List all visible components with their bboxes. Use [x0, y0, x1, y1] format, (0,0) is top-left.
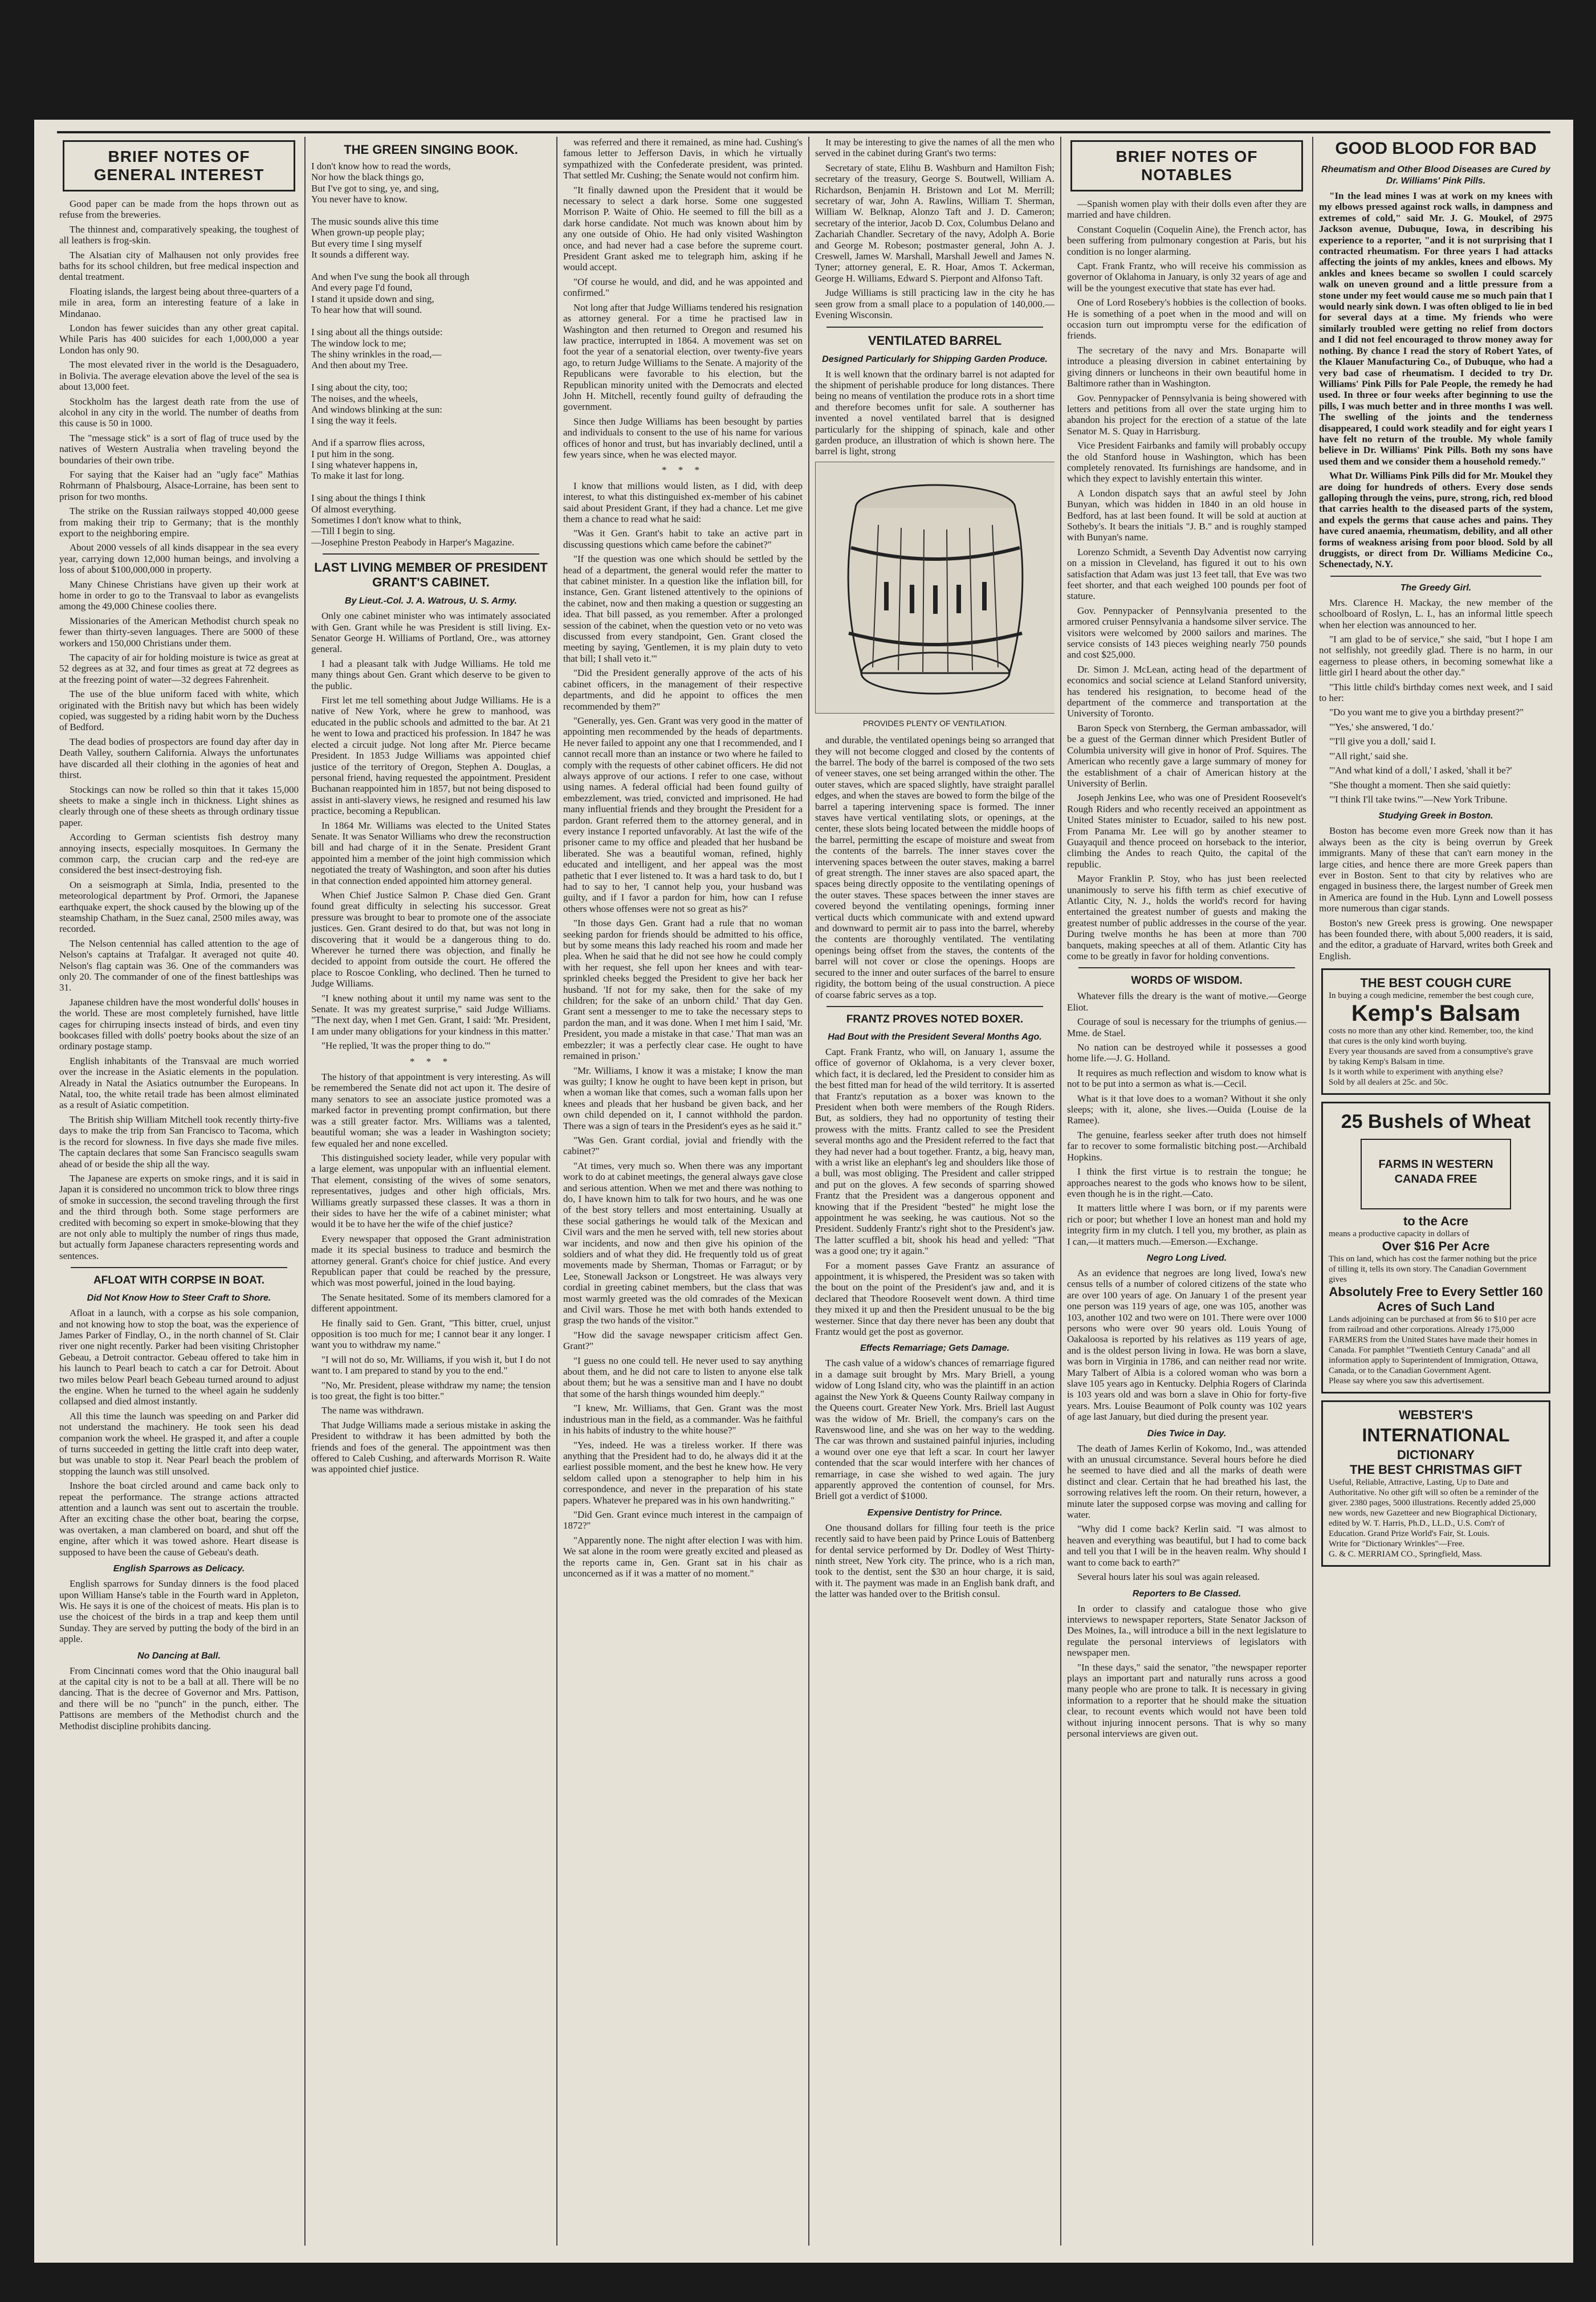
- article-paragraph: As an evidence that negroes are long lived, Iowa's new census tells of a number of colored citizens of the state who are over 100 years of age. On January 1 of the present year one person was 119 years of age, one was 105, another was 103, another 102 and two were on 101. There were over 1000 persons who were over 90 years old. Louis Young of Oakaloosa is reported by his relatives as 119 years of age, and is the oldest person living in Iowa. He was born a slave, was born in Virginia in 1786, and can neither read nor write. Mary Talbert of Albia is a colored woman who was born a slave 105 years ago in Kentucky. Delphia Rogers of Clarinda is 103 years old and was born a slave in Ohio for forty-five years. Mrs. Louise Beaumont of Polk county was 102 years of age last January, but died during the present year.: [1067, 1267, 1306, 1423]
- divider: [1078, 967, 1295, 968]
- headline-sparrows: English Sparrows as Delicacy.: [113, 1564, 245, 1574]
- poem-line: I sing about the city, too;: [311, 382, 408, 393]
- poem-line: Of almost everything.: [311, 503, 396, 515]
- article-paragraph: It matters little where I was born, or if my parents were rich or poor; but whether I love an honest man and hold my integrity firm in my clutch. I tell you, my brother, as plain as I can,—it matters much.—Emerson.—Exchange.: [1067, 1203, 1306, 1247]
- article-paragraph: Many Chinese Christians have given up their work at home in order to go to the Transvaal to labor as evangelists among the 49,000 Chinese coolies there.: [59, 578, 299, 612]
- article-paragraph: The dead bodies of prospectors are found day after day in Death Valley, southern California. Always the unfortunates have discarded all their clothing in the agonies of heat and thirst.: [59, 736, 299, 781]
- poem-line: I sing the way it feels.: [311, 415, 397, 426]
- column-rule: [1060, 137, 1061, 2246]
- ad-webster-title: INTERNATIONAL: [1362, 1425, 1510, 1446]
- article-paragraph: The capacity of air for holding moisture is twice as great at 52 degrees as at 32, and four times as great at 72 degrees as at the freezing point of water—32 degrees Fahrenheit.: [59, 652, 299, 685]
- article-paragraph: "'Yes,' she answered, 'I do.': [1329, 721, 1434, 732]
- headline-wisdom: WORDS OF WISDOM.: [1131, 975, 1243, 987]
- headline-reporters: Reporters to Be Classed.: [1132, 1588, 1241, 1599]
- article-paragraph: was referred and there it remained, as mine had. Cushing's famous letter to Jefferson Davis, in which he virtually sympathized with the Confederate president, was printed. That settled Mr. Cushing; the Senate would not confirm him.: [563, 137, 803, 181]
- article-paragraph: In order to classify and catalogue those who give interviews to newspaper reporters, State Senator Jackson of Des Moines, Ia., will introduce a bill in the next legislature to regulate the personal interviews of legislators with newspaper men.: [1067, 1603, 1306, 1659]
- article-paragraph: The name was withdrawn.: [321, 1405, 424, 1416]
- poem-line: [311, 482, 551, 492]
- article-paragraph: The "message stick" is a sort of flag of truce used by the natives of Western Australia when traveling beyond the boundaries of their own tribe.: [59, 432, 299, 466]
- ad-wheat-text: This on land, which has cost the farmer nothing but the price of tilling it, tells its own story. The Canadian Government gives: [1329, 1254, 1537, 1285]
- article-paragraph: "I guess no one could tell. He never used to say anything about them, and he did not care to listen to anyone else talk about them; but he was a sensitive man and I have no doubt that some of the harsh things wounded him deeply.": [563, 1355, 803, 1399]
- headline-dentistry: Expensive Dentistry for Prince.: [867, 1507, 1003, 1518]
- column-4: [815, 137, 1054, 2246]
- article-paragraph: It requires as much reflection and wisdom to know what is not to be put into a sermon as what is.—Cecil.: [1067, 1067, 1306, 1090]
- poem-line: I put him in the song.: [311, 448, 394, 459]
- poem-line: And every page I'd found,: [311, 282, 413, 294]
- article-paragraph: Good paper can be made from the hops thrown out as refuse from the breweries.: [59, 198, 299, 221]
- top-rule: [57, 131, 1550, 133]
- poem-line: The music sounds alive this time: [311, 216, 439, 227]
- subhead-barrel: Designed Particularly for Shipping Garden Produce.: [822, 354, 1048, 364]
- article-paragraph: The use of the blue uniform faced with white, which originated with the British navy but which has been widely copied, was suggested by a riding habit worn by the Duchess of Bedford.: [59, 688, 299, 733]
- article-paragraph: and durable, the ventilated openings being so arranged that they will not become clogged and closed by the contents of the barrel. The body of the barrel is composed of the two sets of veneer staves, one set being arranged within the other. The outer staves, which are spaced slightly, have straight parallel edges, and when the staves are bowed to form the bilge of the barrel a tapering intervening space is formed. The inner staves have vertical ventilating slots, or openings, at the center, these slots being located between the middle hoops of the barrel, permitting the escape of moisture and sweat from the contents of the barrels. The inner staves cover the intervening spaces between the outer staves, making a barrel of great strength. The inner staves are also spaced apart, the spaces being directly opposite to the ventilating openings of the outer staves. These spaces between the inner staves are covered beyond the ventilating openings, forming inner vertical ducts which communicate with and extend upward and downward to permit air to pass into the barrel, whereby the contents are thoroughly ventilated. The ventilating openings being offset from the staves, the contents of the barrel will not cover or close the openings. Hoops are secured to the inner and outer surfaces of the barrel to ensure rigidity, the bottom being of the usual construction. A piece of coarse fabric serves as a top.: [815, 735, 1054, 1000]
- ad-wheat-free-land: Absolutely Free to Every Settler 160 Acres of Such Land: [1329, 1285, 1543, 1314]
- article-paragraph: "In those days Gen. Grant had a rule that no woman seeking pardon for friends should be admitted to his office, but by some means this lady reached his room and made her plea. When he said that he did not see how he could comply with her request, she fell upon her knees and with tear-sprinkled cheeks begged the President to give her back her husband. 'If not for my sake, then for the sake of my children; for the sake of an unborn child.' That day Gen. Grant sent a messenger to me to take the necessary steps to pardon the man, and it was done. When I met him I said, 'Mr. President, you made a mistake in that case.' That man was an embezzler; it was a perfectly clear case. He ought to have remained in prison.': [563, 918, 803, 1062]
- article-paragraph: The British ship William Mitchell took recently thirty-five days to make the trip from San Francisco to Tacoma, which is the record for slowness. In five days she made five miles. The captain declares that some San Francisco seagulls swam ahead of or beside the ship all the way.: [59, 1114, 299, 1170]
- article-paragraph: "Did the President generally approve of the acts of his cabinet officers, in the management of their respective departments, and did he appoint to offices the men recommended by them?": [563, 667, 803, 712]
- ad-kemps-text: Every year thousands are saved from a consumptive's grave by taking Kemp's Balsam in time.: [1329, 1047, 1533, 1067]
- column-5: [1067, 137, 1306, 2246]
- ad-webster-text: Write for "Dictionary Wrinkles"—Free.: [1329, 1539, 1465, 1549]
- poem-title: THE GREEN SINGING BOOK.: [344, 142, 518, 157]
- headline-barrel: VENTILATED BARREL: [868, 333, 1002, 348]
- article-paragraph: The genuine, fearless seeker after truth does not himself far to recover to some formalistic bitching post.—Archibald Hopkins.: [1067, 1129, 1306, 1163]
- article-paragraph: The death of James Kerlin of Kokomo, Ind., was attended with an unusual circumstance. Several hours before he died he seemed to have died and all the marks of death were distinct and clear. Certain that he had breathed his last, the sorrowing relatives left the room. On their return, however, a minute later the supposed corpse was moving and calling for water.: [1067, 1443, 1306, 1521]
- article-paragraph: No nation can be destroyed while it possesses a good home life.—J. G. Holland.: [1067, 1042, 1306, 1064]
- poem-line: I sing about all the things outside:: [311, 327, 443, 338]
- article-paragraph: "'I'll give you a doll,' said I.: [1329, 736, 1436, 747]
- article-paragraph: Vice President Fairbanks and family will probably occupy the old Stanford house in Washington, which has been completely renovated. Its furnishings are handsome, and in which they expect to lavishly entertain this winter.: [1067, 440, 1306, 484]
- ad-kemps-balsam: [1321, 968, 1550, 1095]
- article-paragraph: "Was Gen. Grant cordial, jovial and friendly with the cabinet?": [563, 1134, 803, 1157]
- article-paragraph: The Senate hesitated. Some of its members clamored for a different appointment.: [311, 1291, 551, 1314]
- article-paragraph: He finally said to Gen. Grant, "This bitter, cruel, unjust opposition is too much for me; I cannot bear it any longer. I want you to withdraw my name.": [311, 1317, 551, 1351]
- article-paragraph: "Did Gen. Grant evince much interest in the campaign of 1872?": [563, 1509, 803, 1531]
- article-paragraph: Boston's new Greek press is growing. One newspaper has been founded there, with about 5,000 readers, it is said, and the editor, a graduate of Harvard, writes both Greek and English.: [1319, 917, 1553, 961]
- article-paragraph: Judge Williams is still practicing law in the city he has seen grow from a small place to a population of 140,000.—Evening Wisconsin.: [815, 287, 1054, 321]
- section-stars: * * *: [662, 465, 704, 476]
- article-paragraph: Stockholm has the largest death rate from the use of alcohol in any city in the world. The number of deaths from this cause is 50 in 1000.: [59, 396, 299, 429]
- article-paragraph: One of Lord Rosebery's hobbies is the collection of books. He is something of a poet when in the mood and will on occasion turn out impromptu verse for the edification of friends.: [1067, 297, 1306, 341]
- divider: [71, 1267, 287, 1268]
- article-paragraph: The Nelson centennial has called attention to the age of Nelson's captains at Trafalgar. It averaged not quite 40. Nelson's flag captain was 36. One of the commanders was only 20. The commander of one of the finest battleships was 31.: [59, 938, 299, 993]
- article-paragraph: "Do you want me to give you a birthday present?": [1329, 707, 1524, 718]
- article-paragraph: This distinguished society leader, while very popular with a large element, was unpopular with an influential element. That element, consisting of the wives of some senators, representatives, judges and other high officials, Mrs. Williams greatly surpassed these classes. It was a thorn in their sides to have her the wife of a cabinet minister; what would it be to have her the wife of the chief justice?: [311, 1152, 551, 1230]
- article-paragraph: "I am glad to be of service," she said, "but I hope I am not selfishly, not greedily glad. There is no harm, in our eagerness to please others, in becoming somewhat like a little girl I heard about the other day.": [1319, 634, 1553, 678]
- column-6: [1319, 137, 1553, 2246]
- divider: [826, 327, 1043, 328]
- article-paragraph: I had a pleasant talk with Judge Williams. He told me many things about Gen. Grant which deserve to be given to the public.: [311, 658, 551, 691]
- poem-line: The window lock to me;: [311, 337, 406, 349]
- byline: By Lieut.-Col. J. A. Watrous, U. S. Army.: [345, 596, 517, 606]
- poem-line: —Josephine Preston Peabody in Harper's Magazine.: [311, 536, 515, 548]
- ad-kemps-headline: THE BEST COUGH CURE: [1360, 976, 1512, 991]
- poem-line: But I've got to sing, ye, and sing,: [311, 182, 439, 194]
- article-paragraph: From Cincinnati comes word that the Ohio inaugural ball at the capital city is not to be a ball at all. There will be no dancing. That is the decree of Governor and Mrs. Pattison, and there will be no "punch" in the punch, either. The Pattisons are members of the Methodist church and the Methodist discipline prohibits dancing.: [59, 1665, 299, 1731]
- illustration-caption: PROVIDES PLENTY OF VENTILATION.: [862, 718, 1007, 728]
- poem-line: [311, 316, 551, 327]
- article-paragraph: "'And what kind of a doll,' I asked, 'shall it be?': [1329, 765, 1512, 776]
- article-paragraph: The secretary of the navy and Mrs. Bonaparte will introduce a pleasing diversion in cabinet entertaining by giving dinners or luncheons in their own beautiful home in Baltimore rather than in Washington.: [1067, 344, 1306, 389]
- poem: [311, 161, 551, 548]
- article-paragraph: Baron Speck von Sternberg, the German ambassador, will be a guest of the German dinner which President Butler of Columbia university will give in honor of Prof. Squires. The American who recently gave a large summary of money for the establishment of a chair of American history at the University of Berlin.: [1067, 722, 1306, 789]
- article-paragraph: Dr. Simon J. McLean, acting head of the department of economics and social science at Leland Stanford university, has tendered his resignation, to become head of the department of the commerce and transportation at the University of Toronto.: [1067, 663, 1306, 719]
- headline-frantz: FRANTZ PROVES NOTED BOXER.: [846, 1013, 1024, 1025]
- article-paragraph: "It finally dawned upon the President that it would be necessary to select a dark horse. Some one suggested Morrison P. Waite of Ohio. He seemed to fill the bill as a dark horse candidate. Not much was known about him by any one outside of Ohio. He had only visited Washington once, and had never had a case before the supreme court. President Grant asked me to telegraph him, asking if he would accept.: [563, 184, 803, 273]
- ad-kemps-text: Is it worth while to experiment with anything else?: [1329, 1068, 1503, 1077]
- divider: [323, 553, 539, 555]
- ad-kemps-text: In buying a cough medicine, remember the best cough cure,: [1329, 991, 1534, 1001]
- headline-grant-cabinet: LAST LIVING MEMBER OF PRESIDENT GRANT'S CABINET.: [314, 560, 548, 590]
- newspaper-page: [34, 120, 1573, 2263]
- article-paragraph: Since then Judge Williams has been besought by parties and individuals to consent to the use of his name for various offices of honor and trust, but has invariably declined, until a few years since, when he was elected mayor.: [563, 415, 803, 460]
- article-paragraph: What is it that love does to a woman? Without it she only sleeps; with it, alone, she lives.—Ouida (Louise de la Ramee).: [1067, 1093, 1306, 1126]
- article-paragraph: I think the first virtue is to restrain the tongue; he approaches nearest to the gods who knows how to be silent, even though he is in the right.—Cato.: [1067, 1166, 1306, 1199]
- headline-dancing: No Dancing at Ball.: [137, 1651, 221, 1661]
- article-paragraph: "This little child's birthday comes next week, and I said to her:: [1319, 681, 1553, 704]
- article-paragraph: "Yes, indeed. He was a tireless worker. If there was anything that the President had to do, he always did it at the earliest possible moment, and the best he knew how. He very seldom called upon a stenographer to help him in his correspondence, and never in the preparation of his state papers. Whatever he prepared was in his own handwriting.": [563, 1439, 803, 1506]
- headline-greedy-girl: The Greedy Girl.: [1400, 582, 1472, 593]
- brief-notes-heading: BRIEF NOTES OF GENERAL INTEREST: [63, 140, 295, 192]
- article-paragraph: Gov. Pennypacker of Pennsylvania presented to the armored cruiser Pennsylvania a handsome silver service. The visitors were welcomed by 2000 sailors and marines. The service consists of 143 pieces weighing nearly 750 pounds and cost $25,000.: [1067, 605, 1306, 661]
- ad-kemps-text: Sold by all dealers at 25c. and 50c.: [1329, 1078, 1448, 1087]
- ad-websters-dictionary: [1321, 1400, 1550, 1567]
- western-canada-logo: [1361, 1139, 1511, 1209]
- article-paragraph: "I knew nothing about it until my name was sent to the Senate. It was my greatest surprise," said Judge Williams. "The next day, when I met Gen. Grant, I said: 'Mr. President, I am under many obligations for your kindness in this matter.': [311, 992, 551, 1037]
- article-paragraph: According to German scientists fish destroy many annoying insects, especially mosquitoes. In Germany the common carp, the crucian carp and the red-eye are considered the best insect-destroying fish.: [59, 832, 299, 876]
- divider: [1330, 576, 1541, 577]
- article-paragraph: Whatever fills the dreary is the want of motive.—George Eliot.: [1067, 991, 1306, 1013]
- article-paragraph: Stockings can now be rolled so thin that it takes 15,000 sheets to make a single inch in thickness. Light shines as clearly through one of these sheets as through ordinary tissue paper.: [59, 784, 299, 828]
- subhead-frantz: Had Bout with the President Several Months Ago.: [828, 1032, 1042, 1042]
- divider: [826, 1006, 1043, 1007]
- headline-negro-long-lived: Negro Long Lived.: [1146, 1253, 1227, 1263]
- article-paragraph: The most elevated river in the world is the Desaguadero, in Bolivia. The average elevation above the level of the sea is about 13,000 feet.: [59, 359, 299, 393]
- ad-paragraph: What Dr. Williams Pink Pills did for Mr. Moukel they are doing for hundreds of others. Every dose sends galloping through the veins, pure, strong, rich, red blood that carries health to the diseased parts of the system, and expels the germs that cause aches and pains. They have cured anaemia, rheumatism, debility, and all other forms of weakness arising from poor blood. Sold by all druggists, or direct from Dr. Williams Medicine Co., Schenectady, N.Y.: [1319, 470, 1553, 570]
- ad-kemps-text: costs no more than any other kind. Remember, too, the kind that cures is the only kind worth buying.: [1329, 1026, 1533, 1046]
- poem-line: [311, 205, 551, 216]
- column-rule: [1312, 137, 1313, 2246]
- headline-afloat: AFLOAT WITH CORPSE IN BOAT.: [93, 1274, 265, 1287]
- article-paragraph: That Judge Williams made a serious mistake in asking the President to withdraw it has been admitted by both the friends and foes of the general. The appointment was then offered to Caleb Cushing, and afterwards Morrison R. Waite was appointed chief justice.: [311, 1419, 551, 1475]
- poem-line: To hear how that will sound.: [311, 304, 422, 316]
- article-paragraph: For a moment passes Gave Frantz an assurance of appointment, it is whispered, the President was so taken with the bout on the point of the President's jaw and, and it is declared that Theodore Roosevelt went down. A third time they mixed it up and then the President unusual to be the big westerner. Since that day there never has been any doubt that Frantz would get the post as governor.: [815, 1260, 1054, 1338]
- ad-wheat-subhead: to the Acre: [1403, 1214, 1469, 1229]
- ad-wheat-text: means a productive capacity in dollars of: [1329, 1229, 1469, 1239]
- ad-pink-pills-headline: GOOD BLOOD FOR BAD: [1335, 139, 1537, 158]
- poem-line: And then about my Tree.: [311, 360, 408, 371]
- article-paragraph: "'All right,' said she.: [1329, 750, 1408, 761]
- poem-line: —Till I begin to sing.: [311, 525, 396, 537]
- headline-remarriage: Effects Remarriage; Gets Damage.: [860, 1343, 1010, 1354]
- ad-webster-gift: THE BEST CHRISTMAS GIFT: [1350, 1462, 1522, 1477]
- article-paragraph: "'I think I'll take twins.'"—New York Tribune.: [1329, 793, 1508, 805]
- ad-webster-title: DICTIONARY: [1396, 1448, 1475, 1462]
- article-paragraph: "How did the savage newspaper criticism affect Gen. Grant?": [563, 1329, 803, 1352]
- article-paragraph: The thinnest and, comparatively speaking, the toughest of all leathers is frog-skin.: [59, 223, 299, 246]
- poem-line: [311, 260, 551, 271]
- article-paragraph: "Was it Gen. Grant's habit to take an active part in discussing questions which came before the cabinet?": [563, 528, 803, 550]
- article-paragraph: "Mr. Williams, I know it was a mistake; I know the man was guilty; I know he ought to have been kept in prison, but when a woman like that comes, such a woman falls upon her knees and pleads that her husband be given back, and her own child depended on it, I cannot withhold the pardon. There was a sign of tears in the President's eyes as he said it.": [563, 1065, 803, 1131]
- article-paragraph: "He replied, 'It was the proper thing to do.'": [321, 1040, 491, 1052]
- article-paragraph: Every newspaper that opposed the Grant administration made it its special business to traduce and besmirch the attorney general. Grant's choice for chief justice. And every Republican paper that could be reached by the pressure, which was most powerful, joined in the loud baying.: [311, 1233, 551, 1289]
- section-stars: * * *: [410, 1056, 452, 1067]
- article-paragraph: "She thought a moment. Then she said quietly:: [1329, 779, 1511, 791]
- subhead-afloat: Did Not Know How to Steer Craft to Shore.: [87, 1293, 271, 1303]
- poem-line: When grown-up people play;: [311, 227, 425, 238]
- ad-kemps-brand: Kemp's Balsam: [1351, 1001, 1521, 1026]
- article-paragraph: It may be interesting to give the names of all the men who served in the cabinet during Grant's two terms:: [815, 137, 1054, 159]
- poem-line: And when I've sung the book all through: [311, 271, 470, 283]
- article-paragraph: Joseph Jenkins Lee, who was one of President Roosevelt's Rough Riders and who recently received an appointment as United States minister to Ecuador, sailed to his new post. From Panama Mr. Lee will go by another steamer to Guayaquil and thence proceed on horseback to the interior, climbing the Andes to reach Quito, the capital of the republic.: [1067, 792, 1306, 870]
- barrel-illustration: [815, 462, 1054, 714]
- ad-wheat-text: Lands adjoining can be purchased at from $6 to $10 per acre from railroad and other corporations. Already 175,000 FARMERS from the United States have made their homes in Canada. For pamphlet "Twentieth Century Canada" and all information apply to Superintendent of Immigration, Ottawa, Canada, or to the Canadian Government Agent.: [1329, 1315, 1538, 1376]
- article-paragraph: Capt. Frank Frantz, who will, on January 1, assume the office of governor of Oklahoma, is a very clever boxer, which fact, it is declared, led the President to consider him as the best fitted man for head of the wild territory. It is asserted that Frantz's reputation as a boxer was known to the President when both were members of the Rough Riders. But, as soldiers, they had no opportunity of testing their prowess with the mitts. Frantz called to see the President several months ago and the President referred to the fact that they had never had a bout together. Frantz, a big, heavy man, with a wrist like an elephant's leg and shoulders like those of a bull, was most obliging. The President and caller stripped and put on the gloves. A few seconds of sparring showed Frantz that the President was a dangerous opponent and knowing that if the President "bested" he might lose the appointment he was seeking, he was cautious. Not so the President. Suddenly Frantz's right shot to the President's jaw. The latter scuffled a bit, shook his head and yelled: "That was a good one; try it again.": [815, 1046, 1054, 1257]
- headline-greek-boston: Studying Greek in Boston.: [1378, 811, 1493, 821]
- poem-line: [311, 426, 551, 437]
- article-paragraph: Boston has become even more Greek now than it has always been as the city is being overrun by Greek immigrants. Many of these that can't earn money in the large cities, and hence there are more Greek papers than ever in Boston. Sent to that city by relatives who are engaged in business there, the largest number of Greek men in America are found in the Hub. Lynn and Lowell possess more numerous than cigar stands.: [1319, 825, 1553, 914]
- poem-line: [311, 371, 551, 382]
- headline-dies-twice: Dies Twice in Day.: [1147, 1428, 1227, 1439]
- poem-line: Nor how the black things go,: [311, 172, 424, 183]
- poem-line: You never have to know.: [311, 194, 408, 205]
- article-paragraph: —Spanish women play with their dolls even after they are married and have children.: [1067, 198, 1306, 221]
- ad-wheat-logo-text: FARMS IN WESTERN CANADA FREE: [1378, 1158, 1493, 1186]
- article-paragraph: All this time the launch was speeding on and Parker did not understand the machinery. He took seen his dead companion work the wheel. He grasped it, and after a couple of turns succeeded in getting the little craft into deep water, but was unable to stop it. Near Pearl beach the problem of stopping the launch was still unsolved.: [59, 1410, 299, 1477]
- article-paragraph: Mrs. Clarence H. Mackay, the new member of the schoolboard of Roslyn, L. I., has an informal little speech when her election was announced to her.: [1319, 597, 1553, 630]
- article-paragraph: "Why did I come back? Kerlin said. "I was almost to heaven and everything was beautiful, but I had to come back and tell you that I will be in the heaven realm. Why should I want to come back to earth?": [1067, 1523, 1306, 1568]
- ad-canada-wheat: [1321, 1102, 1550, 1394]
- article-paragraph: Lorenzo Schmidt, a Seventh Day Adventist now carrying on a mission in Cleveland, has figured it out to his own satisfaction that Adam was just 13 feet tall, that Eve was two feet shorter, and that each weighed 100 pounds per foot of stature.: [1067, 546, 1306, 602]
- article-paragraph: Capt. Frank Frantz, who will receive his commission as governor of Oklahoma in January, is only 32 years of age and will be the youngest executive that state has ever had.: [1067, 260, 1306, 294]
- poem-line: And if a sparrow flies across,: [311, 437, 425, 449]
- poem-line: The noises, and the wheels,: [311, 393, 418, 404]
- article-paragraph: The Japanese are experts on smoke rings, and it is said in Japan it is considered no uncommon trick to blow three rings of smoke in succession, the second traveling through the first and the third through both. Some stage performers are credited with becoming so expert in smoke-blowing that they are not only able to multiply the number of rings thus made, but actually form Japanese characters representing words and sentences.: [59, 1172, 299, 1261]
- article-paragraph: Japanese children have the most wonderful dolls' houses in the world. These are most completely furnished, have little cages for chirruping insects instead of birds, and even tiny bookcases filled with dolls' poetry books about the size of an ordinary postage stamp.: [59, 996, 299, 1052]
- article-paragraph: Only one cabinet minister who was intimately associated with Gen. Grant while he was President is still living. Ex-Senator George H. Williams of Portland, Ore., was attorney general.: [311, 610, 551, 655]
- article-paragraph: A London dispatch says that an awful steel by John Bunyan, which was hidden in 1840 in an old house in Bedford, has at last been found. It will be sold at auction at Sotheby's. It bears the initials "J. B." and is roughly stamped with Bunyan's name.: [1067, 487, 1306, 543]
- article-paragraph: Inshore the boat circled around and came back only to repeat the performance. The strange actions attracted attention and a launch was sent out to ascertain the trouble. After an exciting chase the other boat, bearing the corpse, was overtaken, a man clambered on board, and shut off the engine, after which it was towed ashore. Heart disease is supposed to have been the cause of Gebeau's death.: [59, 1480, 299, 1558]
- poem-line: I stand it upside down and sing,: [311, 293, 434, 304]
- article-paragraph: I know that millions would listen, as I did, with deep interest, to what this distinguished ex-member of his cabinet said about President Grant, if they had a chance. Let me give them a chance to read what he said:: [563, 480, 803, 524]
- column-1: [59, 137, 299, 2246]
- ad-paragraph: "In the lead mines I was at work on my knees with my elbows pressed against rock walls, in dampness and extremes of cold," said Mr. J. G. Moukel, of 2975 Jackson avenue, Dubuque, Iowa, in describing his experience to a reporter, "and it is not surprising that I contracted rheumatism. For three years I had attacks affecting the joints of my ankles, knees and elbows. My ankles and knees became so swollen I could scarcely walk on uneven ground and a little pressure from a stone under my feet would cause me so much pain that I would nearly sink down. I was often obliged to lie in bed for several days at a time. My friends who were similarly troubled were getting no relief from doctors and I did not feel encouraged to throw money away for nothing. By chance I read the story of Robert Yates, of the Klauer Manufacturing Co., of Dubuque, who had a very bad case of rheumatism. I decided to try Dr. Williams' Pink Pills for Pale People, the remedy he had used. In three or four weeks after beginning to use the pills, I was much better and in three months I was well. The swelling of the joints and the tenderness disappeared, I could work steadily and for eight years I have felt no return of the trouble. My whole family believe in Dr. Williams' Pink Pills. Both my sons have used them and we consider them a household remedy.": [1319, 190, 1553, 467]
- article-paragraph: When Chief Justice Salmon P. Chase died Gen. Grant found great difficulty in selecting his successor. Great pressure was brought to bear to promote one of the associate justices. Gen. Grant desired to do that, but was not long in discovering that it would be a dangerous thing to do. Wherever he turned there was objection, and finally he decided to appoint from outside the court. He offered the place to Roscoe Conkling, who declined. Then he turned to Judge Williams.: [311, 889, 551, 989]
- article-paragraph: The cash value of a widow's chances of remarriage figured in a damage suit brought by Mrs. Mary Briell, a young widow of Long Island city, who was the plaintiff in an action against the New York & Queens County Railway company in the Queens court. Greater New York. Mrs. Briell last August was the widow of Mr. Briell, the company's cars on the Ravenswood line, and she was on her way to the wedding. The car was thrown and sustained painful injuries, including a wound over one eye that left a scar. In court her lawyer contended that the scar would interfere with her chances of remarriage, in case she wished to wed again. The jury apparently approved the contention of counsel, for Mrs. Briell got a verdict of $1000.: [815, 1358, 1054, 1502]
- barrel-drawing: [816, 462, 1054, 713]
- article-paragraph: About 2000 vessels of all kinds disappear in the sea every year, carrying down 12,000 human beings, and involving a loss of about $100,000,000 in property.: [59, 542, 299, 576]
- poem-line: The shiny wrinkles in the road,—: [311, 348, 442, 360]
- article-paragraph: Mayor Franklin P. Stoy, who has just been reelected unanimously to serve his fifth term as chief executive of Atlantic City, N. J., holds the world's record for having entertained the greatest number of guests and making the greatest number of public addresses in the course of the year. During twelve months he has been at more than 700 banquets, making speeches at all of them. Atlantic City has come to be greatly in favor for holding conventions.: [1067, 873, 1306, 961]
- article-paragraph: "If the question was one which should be settled by the head of a department, the general would refer the matter to that cabinet minister. In a question like the inflation bill, for instance, Gen. Grant listened attentively to the opinions of the cabinet, now and then making a question or suggesting an idea. That bill passed, as you remember. After a prolonged session of the cabinet, when the question veto or no veto was discussed from every standpoint, Gen. Grant closed the meeting by saying, 'Gentlemen, it is my plain duty to veto that bill; I shall veto it.'": [563, 553, 803, 664]
- article-paragraph: "In these days," said the senator, "the newspaper reporter plays an important part and naturally runs across a good many people who are prone to talk. It is necessary in giving information to a reporter that he should make the situation clear, to recount events which would not have been told without injuring innocent persons. That is why so many personal interviews are given out.: [1067, 1661, 1306, 1739]
- article-paragraph: The history of that appointment is very interesting. As will be remembered the Senate did not act upon it. The desire of many senators to see an associate justice promoted was a marked factor in preventing prompt confirmation, but there was a still greater factor. Mrs. Williams was a talented, beautiful woman; she was a leader in Washington society; few equaled her and none excelled.: [311, 1071, 551, 1149]
- article-paragraph: "No, Mr. President, please withdraw my name; the tension is too great, the fight is too bitter.": [311, 1379, 551, 1402]
- ad-wheat-price: Over $16 Per Acre: [1382, 1239, 1490, 1254]
- poem-line: But every time I sing myself: [311, 238, 422, 249]
- article-paragraph: "Generally, yes. Gen. Grant was very good in the matter of appointing men recommended by the heads of departments. He never failed to appoint any one that I recommended, and I cannot recall more than an instance or two where he failed to comply with the requests of other cabinet officers. He did not always approve of our actions. I refer to one case, without using names. A federal official had been found guilty of embezzlement, was tried, convicted and imprisoned. He had many influential friends and they brought the President for a pardon. Grant referred them to the attorney general, and in every instance I reported unfavorably. At last the wife of the prisoner came to my office and pleaded that her husband be liberated. She was a beautiful woman, refined, highly educated and intelligent, and her appeal was the most pathetic that I ever listened to. It was a hard task to do, but I had to say to her, 'I cannot help you, your husband was guilty, and if I favor a pardon for him, how can I refuse others whose offenses were not so great as his?': [563, 715, 803, 914]
- column-3: [563, 137, 803, 2246]
- ad-webster-title: WEBSTER'S: [1399, 1408, 1473, 1423]
- article-paragraph: For saying that the Kaiser had an "ugly face" Mathias Rohrmann of Phalsbourg, Alsace-Lorraine, has been sent to prison for two months.: [59, 468, 299, 502]
- article-paragraph: London has fewer suicides than any other great capital. While Paris has 400 suicides for each 1,000,000 a year London has only 90.: [59, 323, 299, 356]
- article-paragraph: On a seismograph at Simla, India, presented to the meteorological department by Prof. Ormori, the Japanese earthquake expert, the shock caused by the blowing up of the steamship Chatham, in the Suez canal, 2500 miles away, was recorded.: [59, 879, 299, 935]
- brief-notes-notables-heading: BRIEF NOTES OF NOTABLES: [1070, 140, 1303, 192]
- article-paragraph: English sparrows for Sunday dinners is the food placed upon William Hanse's table in the Fourth ward in Appleton, Wis. He says it is one of the choicest of meats. His plan is to use the choicest of the birds in a trap and keep them until Sunday. They are served by putting the body of the bird in an apple.: [59, 1578, 299, 1645]
- poem-line: And windows blinking at the sun:: [311, 404, 442, 415]
- poem-line: I sing about the things I think: [311, 492, 426, 504]
- poem-line: To make it last for long.: [311, 470, 405, 482]
- poem-line: Sometimes I don't know what to think,: [311, 515, 462, 525]
- article-paragraph: Courage of soul is necessary for the triumphs of genius.—Mme. de Stael.: [1067, 1016, 1306, 1038]
- article-paragraph: English inhabitants of the Transvaal are much worried over the increase in the Asiatic elements in the population. Already in Natal the Asiatics outnumber the Europeans. In Natal, too, the white retail trade has been almost eliminated as a result of Asiatic competition.: [59, 1055, 299, 1111]
- column-rule: [808, 137, 809, 2246]
- article-paragraph: Missionaries of the American Methodist church speak no fewer than thirty-seven languages. There are 5000 of these workers and 150,000 Christians under them.: [59, 615, 299, 649]
- poem-line: I sing whatever happens in,: [311, 459, 418, 470]
- column-2: [311, 137, 551, 2246]
- ad-wheat-headline: 25 Bushels of Wheat: [1341, 1111, 1531, 1133]
- article-paragraph: The Alsatian city of Malhausen not only provides free baths for its school children, but free medical inspection and dental treatment.: [59, 249, 299, 283]
- article-paragraph: "I will not do so, Mr. Williams, if you wish it, but I do not want to. I am prepared to stand by you to the end.": [311, 1354, 551, 1376]
- ad-webster-text: G. & C. MERRIAM CO., Springfield, Mass.: [1329, 1550, 1483, 1559]
- article-paragraph: The strike on the Russian railways stopped 40,000 geese from making their trip to Germany; that is the monthly export to the neighboring empire.: [59, 506, 299, 539]
- ad-webster-text: Useful, Reliable, Attractive, Lasting, Up to Date and Authoritative. No other gift will so often be a reminder of the giver. 2380 pages, 5000 illustrations. Recently added 25,000 new words, new Gazetteer and new Biographical Dictionary, edited by W. T. Harris, Ph.D., LL.D., U.S. Com'r of Education. Grand Prize World's Fair, St. Louis.: [1329, 1478, 1539, 1539]
- article-paragraph: "Of course he would, and did, and he was appointed and confirmed.": [563, 276, 803, 299]
- article-paragraph: "Apparently none. The night after election I was with him. We sat alone in the room were greatly excited and pleased as the reports came in, Gen. Grant sat in his chair as unconcerned as if it was a matter of no moment.": [563, 1534, 803, 1579]
- column-rule: [304, 137, 306, 2246]
- column-rule: [556, 137, 557, 2246]
- article-paragraph: In 1864 Mr. Williams was elected to the United States Senate. It was Senator Williams who drew the reconstruction bill and had charge of it in the Senate. President Grant appointed him a member of the joint high commission which negotiated the treaty of Washington, and soon after his duties in that connection ended appointed him attorney general.: [311, 820, 551, 886]
- ad-wheat-text: Please say where you saw this advertisement.: [1329, 1376, 1484, 1386]
- article-paragraph: Not long after that Judge Williams tendered his resignation as attorney general. For a time he practised law in Washington and then returned to Oregon and resumed his law practice, interrupted in 1864. A movement was set on foot the year of a senatorial election, over twenty-five years ago, to return Judge Williams to the Senate. A majority of the Republicans were favorable to his election, but the Republican minority united with the Democrats and elected John H. Mitchell, recently found guilty of defrauding the government.: [563, 301, 803, 413]
- poem-line: I don't know how to read the words,: [311, 161, 451, 172]
- article-paragraph: "At times, very much so. When there was any important work to do at cabinet meetings, the general always gave close and serious attention. When we met and there was nothing to do, I have known him to talk for two hours, and he was one of the best story tellers and most entertaining. Usually at these social gatherings he would talk of the Mexican and Civil wars and the men he served with, tell new stories about war incidents, and now and then give his opinion of the soldiers and of what they did. He frequently told us of great movements made by Sherman, Thomas or Farragut; or by Lee, Stonewall Jackson or Longstreet. He was always very cordial in greeting cabinet members, but the class that was most warmly greeted was the old comrades of the Mexican and Civil wars. Those he met with both hands extended to grasp the two hands of the visitor.": [563, 1160, 803, 1326]
- article-paragraph: Constant Coquelin (Coquelin Aine), the French actor, has been suffering from pulmonary congestion at Paris, but his condition is no longer alarming.: [1067, 223, 1306, 257]
- article-paragraph: Floating islands, the largest being about three-quarters of a mile in area, form an interesting feature of a lake in Mindanao.: [59, 286, 299, 319]
- article-paragraph: Secretary of state, Elihu B. Washburn and Hamilton Fish; secretary of the treasury, George S. Boutwell, William A. Richardson, Benjamin H. Bristown and Lot M. Merrill; secretary of war, John A. Rawlins, William T. Sherman, William W. Belknap, Alonzo Taft and J. D. Cameron; secretary of the interior, Jacob D. Cox, Columbus Delano and Zachariah Chandler. Secretary of the navy, Adolph A. Borie and George M. Robeson; postmaster general, John A. J. Creswell, James W. Marshall, Marshall Jewell and James N. Tyner; attorney general, E. R. Hoar, Amos T. Ackerman, George H. Williams, Edward S. Pierpont and Alfonso Taft.: [815, 162, 1054, 284]
- ad-pink-pills-subhead: Rheumatism and Other Blood Diseases are Cured by Dr. Williams' Pink Pills.: [1321, 165, 1550, 186]
- article-paragraph: It is well known that the ordinary barrel is not adapted for the shipment of perishable produce for long distances. There being no means of ventilation the produce rots in a short time and therefore becomes unfit for sale. A southerner has invented a novel ventilated barrel that is designed particularly for the shipping of spinach, kale and other garden produce, an illustration of which is shown here. The barrel is light, strong: [815, 368, 1054, 457]
- article-paragraph: First let me tell something about Judge Williams. He is a native of New York, where he grew to manhood, was educated in the public schools and admitted to the bar. At 21 he went to Iowa and practiced his profession. In 1847 he was elected a circuit judge. Not long after Mr. Pierce became President. In 1853 Judge Williams was appointed chief justice of the territory of Oregon, Stephen A. Douglas, a personal friend, having requested the appointment. President Buchanan reappointed him in 1857, but not being disposed to assist in anti-slavery views, he resigned and resumed his law practice, becoming a Republican.: [311, 695, 551, 817]
- article-paragraph: Several hours later his soul was again released.: [1077, 1571, 1260, 1583]
- article-paragraph: One thousand dollars for filling four teeth is the price recently said to have been paid by Prince Louis of Battenberg for dental service performed by Dr. Dodley of West Thirty-ninth street, New York city. The prince, who is a rich man, took to the dentist, sent the $30 an hour charge, it is said, with it. The payment was made in an English bank draft, and the latter was handed over to the British consul.: [815, 1522, 1054, 1600]
- article-paragraph: Afloat in a launch, with a corpse as his sole companion, and not knowing how to stop the boat, was the experience of James Parker of Findlay, O., in the north channel of St. Clair river one night recently. Parker had been visiting Christopher Gebeau, a Detroit contractor. Gebeau offered to take him in his launch to Pearl beach to catch a car for Detroit. About two miles below Pearl beach Gebeau turned around to adjust the engine. When he turned to the wheel again he suddenly collapsed and died almost instantly.: [59, 1307, 299, 1407]
- article-paragraph: Gov. Pennypacker of Pennsylvania is being showered with letters and petitions from all over the state urging him to abandon his project for the erection of a statue of the late Senator M. S. Quay in Harrisburg.: [1067, 392, 1306, 437]
- poem-line: It sounds a different way.: [311, 249, 409, 260]
- article-paragraph: "I knew, Mr. Williams, that Gen. Grant was the most industrious man in the field, as a commander. Was he faithful in his habits of industry to the white house?": [563, 1403, 803, 1436]
